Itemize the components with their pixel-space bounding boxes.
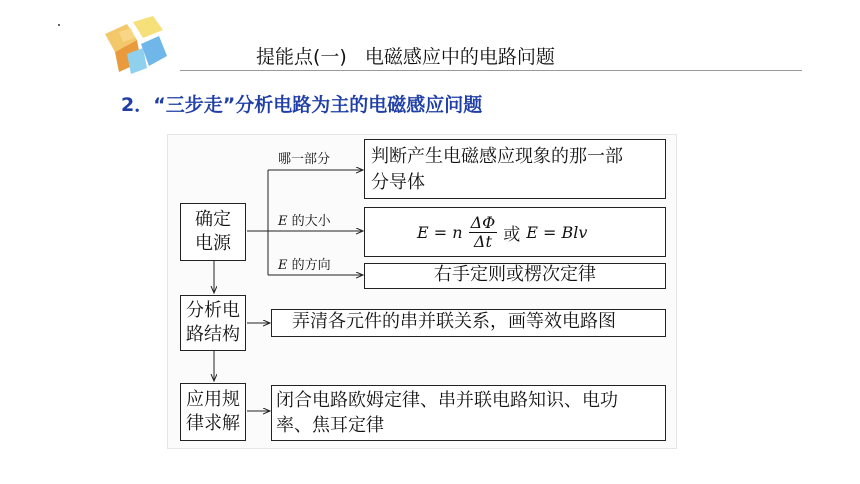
step-box-apply-laws — [180, 383, 246, 441]
formula-lhs: E = n — [417, 223, 463, 242]
result-box-conductor — [364, 139, 666, 199]
step-3-line-2: 律求解 — [186, 413, 240, 434]
step-1-line-2: 电源 — [195, 233, 231, 254]
step-3-line-1: 应用规 — [186, 389, 240, 410]
result-box-circuit-structure: 弄清各元件的串并联关系，画等效电路图 — [271, 309, 666, 337]
branch-label-direction — [278, 254, 331, 273]
step-box-analyze-circuit — [180, 295, 246, 351]
branch-label-magnitude — [278, 210, 331, 229]
result-box-solve-laws — [271, 385, 666, 441]
title-part-1: 提能点(一) — [256, 46, 347, 68]
step-1-line-1: 确定 — [195, 209, 231, 230]
three-step-flowchart — [167, 134, 677, 449]
formula-fraction — [469, 214, 498, 251]
result-conductor-line-2: 分导体 — [371, 172, 425, 193]
emf-formula — [417, 214, 587, 251]
emf-symbol: E — [278, 214, 288, 229]
result-box-direction: 右手定则或楞次定律 — [364, 263, 666, 289]
formula-or: 或 — [503, 225, 521, 245]
formula-numerator: ΔΦ — [470, 213, 496, 232]
step-2-line-2: 路结构 — [186, 324, 240, 345]
page-title — [256, 42, 555, 69]
step-box-determine-source — [180, 203, 246, 261]
emf-symbol: E — [278, 258, 288, 273]
result-conductor-line-1: 判断产生电磁感应现象的那一部 — [371, 146, 623, 167]
solve-line-1: 闭合电路欧姆定律、串并联电路知识、电功 — [276, 390, 618, 411]
magnitude-text: 的大小 — [287, 214, 331, 229]
header-divider — [180, 70, 802, 71]
title-part-2: 电磁感应中的电路问题 — [364, 46, 555, 68]
branch-label-which-part: 哪一部分 — [278, 152, 331, 167]
decorative-dot — [58, 24, 60, 26]
result-box-emf-formula — [364, 207, 666, 257]
solve-line-2: 率、焦耳定律 — [276, 415, 384, 436]
formula-rhs: E = Blv — [526, 223, 588, 242]
step-2-line-1: 分析电 — [186, 300, 240, 321]
direction-text: 的方向 — [287, 258, 331, 273]
section-subtitle: 2．“三步走”分析电路为主的电磁感应问题 — [121, 94, 483, 116]
cubes-logo-icon — [97, 14, 169, 76]
formula-denominator: Δt — [473, 232, 492, 251]
